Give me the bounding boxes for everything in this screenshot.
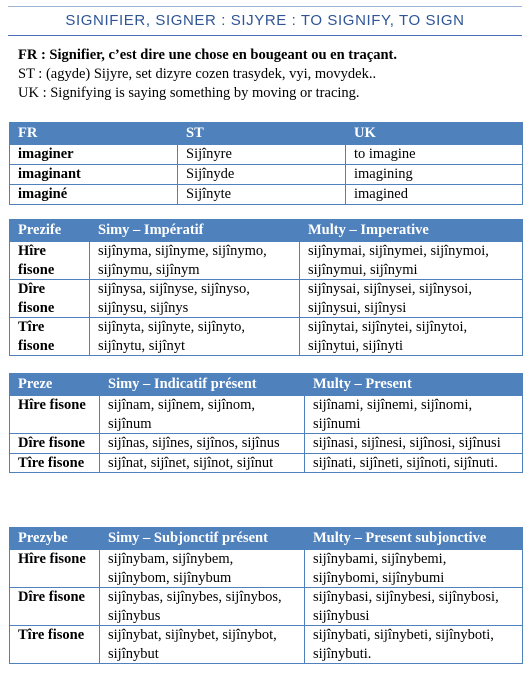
table-cell: Tîre fisone [10, 453, 100, 473]
table-cell: sijînybat, sijînybet, sijînybot, sijînybut [100, 626, 305, 664]
table-cell: Dîre fisone [10, 280, 90, 318]
header-cell: FR [10, 123, 178, 145]
table-cell: Sijînyte [178, 185, 346, 205]
table-row [10, 453, 523, 473]
header-cell: Multy – Present [305, 374, 523, 396]
header-cell: Multy – Present subjonctive [305, 528, 523, 550]
table-cell: Hîre fisone [10, 396, 100, 434]
table-cell: sijînami, sijînemi, sijînomi, sijînumi [305, 396, 523, 434]
table-cell: imaginé [10, 185, 178, 205]
table-cell: sijînasi, sijînesi, sijînosi, sijînusi [305, 434, 523, 454]
header-cell: ST [178, 123, 346, 145]
table-cell: sijînybam, sijînybem, sijînybom, sijînybum [100, 550, 305, 588]
table-header-row [10, 123, 523, 145]
header-cell: Simy – Impératif [90, 220, 300, 242]
table-cell: Sijînyde [178, 165, 346, 185]
table-header-row [10, 220, 523, 242]
present-subjunctive-table [9, 527, 523, 664]
table-row [10, 434, 523, 454]
table-cell: sijînybati, sijînybeti, sijînyboti, sijînybuti. [305, 626, 523, 664]
table-cell: sijînysa, sijînyse, sijînyso, sijînysu, sijînys [90, 280, 300, 318]
table-cell: Hîre fisone [10, 242, 90, 280]
table-cell: imaginer [10, 145, 178, 165]
vocabulary-table [9, 122, 523, 205]
table-row [10, 550, 523, 588]
table-cell: sijînyta, sijînyte, sijînyto, sijînytu, sijînyt [90, 318, 300, 356]
intro-fr: FR : Signifier, c’est dire une chose en bougeant ou en traçant. [18, 47, 397, 63]
header-cell: Simy – Indicatif présent [100, 374, 305, 396]
table-cell: Sijînyre [178, 145, 346, 165]
table-row [10, 588, 523, 626]
intro-block [18, 46, 518, 103]
header-cell: Prezybe [10, 528, 100, 550]
table-cell: Dîre fisone [10, 588, 100, 626]
table-cell: sijînyma, sijînyme, sijînymo, sijînymu, sijînym [90, 242, 300, 280]
table-cell: Tîre fisone [10, 626, 100, 664]
intro-st: ST : (agyde) Sijyre, set dizyre cozen trasydek, vyi, movydek.. [18, 66, 377, 82]
header-cell: Preze [10, 374, 100, 396]
table-row [10, 145, 523, 165]
table-cell: sijînybas, sijînybes, sijînybos, sijînybus [100, 588, 305, 626]
header-cell: Multy – Imperative [300, 220, 523, 242]
table-cell: Tîre fisone [10, 318, 90, 356]
table-cell: Hîre fisone [10, 550, 100, 588]
table-header-row [10, 528, 523, 550]
table-cell: to imagine [346, 145, 523, 165]
header-cell: Simy – Subjonctif présent [100, 528, 305, 550]
table-cell: sijînybasi, sijînybesi, sijînybosi, sijînybusi [305, 588, 523, 626]
table-cell: imagined [346, 185, 523, 205]
table-row [10, 242, 523, 280]
table-row [10, 280, 523, 318]
present-indicative-table [9, 373, 523, 473]
table-header-row [10, 374, 523, 396]
table-row [10, 318, 523, 356]
table-cell: imagining [346, 165, 523, 185]
table-cell: sijînas, sijînes, sijînos, sijînus [100, 434, 305, 454]
table-row [10, 165, 523, 185]
imperative-table [9, 219, 523, 356]
table-cell: sijînytai, sijînytei, sijînytoi, sijînytui, sijînyti [300, 318, 523, 356]
intro-uk: UK : Signifying is saying something by moving or tracing. [18, 85, 360, 101]
table-cell: sijînybami, sijînybemi, sijînybomi, sijînybumi [305, 550, 523, 588]
table-cell: Dîre fisone [10, 434, 100, 454]
table-cell: sijînymai, sijînymei, sijînymoi, sijînymui, sijînymi [300, 242, 523, 280]
header-cell: UK [346, 123, 523, 145]
page-title: SIGNIFIER, SIGNER : SIJYRE : TO SIGNIFY, TO SIGN [8, 6, 522, 36]
header-cell: Prezife [10, 220, 90, 242]
table-cell: sijînam, sijînem, sijînom, sijînum [100, 396, 305, 434]
table-cell: imaginant [10, 165, 178, 185]
table-cell: sijînysai, sijînysei, sijînysoi, sijînysui, sijînysi [300, 280, 523, 318]
table-cell: sijînati, sijîneti, sijînoti, sijînuti. [305, 453, 523, 473]
table-row [10, 626, 523, 664]
table-cell: sijînat, sijînet, sijînot, sijînut [100, 453, 305, 473]
table-row [10, 185, 523, 205]
table-row [10, 396, 523, 434]
